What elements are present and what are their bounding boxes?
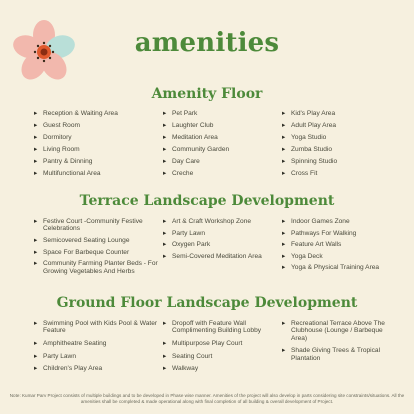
chevron-right-icon: ▸ — [163, 241, 167, 249]
list-item — [34, 218, 158, 233]
list-item-label: Reception & Waiting Area — [43, 110, 118, 117]
list-item-label: Multifunctional Area — [43, 170, 101, 177]
list-item-label: Spinning Studio — [291, 158, 338, 165]
list-item — [163, 146, 229, 153]
chevron-right-icon: ▸ — [282, 134, 286, 141]
chevron-right-icon: ▸ — [282, 158, 286, 165]
list-item-label: Party Lawn — [172, 229, 205, 237]
chevron-right-icon: ▸ — [163, 340, 167, 347]
list-item-label: Semicovered Seating Lounge — [43, 237, 130, 244]
list-item — [282, 146, 337, 153]
chevron-right-icon: ▸ — [34, 320, 38, 327]
list-item — [163, 241, 273, 248]
list-item-label: Adult Play Area — [291, 122, 337, 129]
list-item — [34, 320, 158, 335]
list-item — [163, 134, 229, 141]
amenity-floor-column-1 — [34, 110, 118, 182]
list-item-label: Laughter Club — [172, 122, 214, 129]
list-item-label: Party Lawn — [43, 352, 76, 360]
chevron-right-icon: ▸ — [282, 170, 286, 177]
list-item-label: Recreational Terrace Above The Clubhouse (Lounge / Barbeque Area) — [291, 320, 385, 342]
chevron-right-icon: ▸ — [282, 320, 286, 327]
list-item — [163, 110, 229, 117]
list-item-label: Art & Craft Workshop Zone — [172, 218, 252, 225]
terrace-column-3 — [282, 218, 382, 276]
list-item-label: Swimming Pool with Kids Pool & Water Feature — [43, 320, 158, 335]
list-item — [34, 340, 158, 347]
list-item — [282, 241, 382, 248]
list-item — [34, 365, 158, 372]
chevron-right-icon: ▸ — [34, 122, 38, 129]
list-item-label: Cross Fit — [291, 170, 318, 177]
chevron-right-icon: ▸ — [282, 218, 286, 225]
chevron-right-icon: ▸ — [282, 252, 286, 260]
list-item-label: Walkway — [172, 365, 199, 373]
list-item — [282, 253, 382, 260]
list-item-label: Pantry & Dinning — [43, 158, 93, 165]
list-item-label: Shade Giving Trees & Tropical Plantation — [291, 347, 381, 362]
list-item — [34, 110, 118, 117]
list-item — [163, 353, 278, 360]
amenity-floor-column-3 — [282, 110, 337, 182]
list-item-label: Guest Room — [43, 122, 81, 129]
list-item — [34, 170, 118, 177]
chevron-right-icon: ▸ — [282, 146, 286, 153]
list-item — [163, 158, 229, 165]
list-item — [34, 158, 118, 165]
ground-floor-column-3 — [282, 320, 392, 367]
list-item — [163, 230, 273, 237]
list-item-label: Living Room — [43, 146, 80, 153]
list-item — [282, 264, 382, 271]
list-item — [34, 237, 158, 244]
list-item — [34, 122, 118, 129]
list-item — [163, 170, 229, 177]
list-item-label: Creche — [172, 170, 194, 177]
amenity-floor-column-2 — [163, 110, 229, 182]
terrace-column-1 — [34, 218, 158, 279]
chevron-right-icon: ▸ — [282, 122, 286, 129]
footer-note: Note: Kumar Parv Project consists of multiple buildings and to be developed in Phase wise manner. Amenities of the project will also develop in parts considering site constraints/situations. All the amenities shall be completed & made operational along with final completion of all building & overall development of Project. — [9, 393, 405, 404]
list-item-label: Dropoff with Feature Wall Complimenting Building Lobby — [172, 320, 262, 335]
chevron-right-icon: ▸ — [282, 241, 286, 249]
list-item-label: Pet Park — [172, 110, 198, 117]
list-item-label: Community Farming Planter Beds - For Growing Vegetables And Herbs — [43, 260, 158, 275]
list-item-label: Zumba Studio — [291, 146, 333, 153]
chevron-right-icon: ▸ — [163, 365, 167, 373]
chevron-right-icon: ▸ — [163, 218, 167, 225]
list-item-label: Community Garden — [172, 146, 230, 153]
chevron-right-icon: ▸ — [163, 122, 167, 129]
ground-floor-column-2 — [163, 320, 278, 378]
list-item — [282, 170, 337, 177]
chevron-right-icon: ▸ — [34, 340, 38, 347]
chevron-right-icon: ▸ — [34, 110, 38, 117]
list-item-label: Pathways For Walking — [291, 229, 357, 237]
list-item — [282, 320, 392, 342]
list-item — [282, 110, 337, 117]
list-item-label: Meditation Area — [172, 134, 218, 141]
list-item-label: Seating Court — [172, 352, 213, 360]
list-item — [34, 134, 118, 141]
list-item-label: Feature Art Walls — [291, 241, 342, 249]
ground-floor-column-1 — [34, 320, 158, 378]
list-item-label: Yoga & Physical Training Area — [291, 264, 380, 272]
ground-floor-heading: Ground Floor Landscape Development — [56, 295, 358, 311]
list-item — [282, 158, 337, 165]
list-item-label: Kid's Play Area — [291, 110, 336, 117]
chevron-right-icon: ▸ — [163, 229, 167, 237]
chevron-right-icon: ▸ — [34, 352, 38, 360]
list-item — [163, 122, 229, 129]
list-item — [282, 122, 337, 129]
list-item-label: Amphitheatre Seating — [43, 340, 107, 347]
list-item-label: Children's Play Area — [43, 365, 103, 373]
list-item — [282, 218, 382, 225]
list-item-label: Yoga Deck — [291, 252, 323, 260]
list-item-label: Space For Barbeque Counter — [43, 248, 130, 256]
list-item-label: Semi-Covered Meditation Area — [172, 252, 262, 260]
list-item — [34, 249, 158, 256]
chevron-right-icon: ▸ — [34, 158, 38, 165]
chevron-right-icon: ▸ — [282, 110, 286, 117]
list-item — [163, 218, 273, 225]
list-item-label: Indoor Games Zone — [291, 218, 350, 225]
chevron-right-icon: ▸ — [163, 134, 167, 141]
list-item — [34, 260, 158, 275]
list-item-label: Festive Court -Community Festive Celebrations — [43, 218, 143, 233]
list-item — [282, 134, 337, 141]
chevron-right-icon: ▸ — [34, 365, 38, 373]
list-item — [282, 347, 392, 362]
list-item-label: Day Care — [172, 158, 200, 165]
list-item — [34, 146, 118, 153]
chevron-right-icon: ▸ — [34, 170, 38, 177]
list-item-label: Oxygen Park — [172, 241, 211, 249]
chevron-right-icon: ▸ — [34, 146, 38, 153]
chevron-right-icon: ▸ — [163, 252, 167, 260]
list-item — [163, 340, 278, 347]
chevron-right-icon: ▸ — [163, 110, 167, 117]
chevron-right-icon: ▸ — [163, 170, 167, 177]
chevron-right-icon: ▸ — [34, 237, 38, 244]
chevron-right-icon: ▸ — [34, 248, 38, 256]
chevron-right-icon: ▸ — [163, 320, 167, 327]
chevron-right-icon: ▸ — [282, 229, 286, 237]
chevron-right-icon: ▸ — [163, 146, 167, 153]
terrace-heading: Terrace Landscape Development — [79, 193, 335, 209]
list-item-label: Yoga Studio — [291, 134, 327, 141]
list-item-label: Dormitory — [43, 134, 72, 141]
terrace-column-2 — [163, 218, 273, 264]
chevron-right-icon: ▸ — [282, 347, 286, 355]
chevron-right-icon: ▸ — [163, 158, 167, 165]
chevron-right-icon: ▸ — [34, 134, 38, 141]
list-item-label: Multipurpose Play Court — [172, 340, 243, 347]
list-item — [282, 230, 382, 237]
list-item — [163, 320, 278, 335]
list-item — [34, 353, 158, 360]
amenity-floor-heading: Amenity Floor — [151, 86, 263, 102]
chevron-right-icon: ▸ — [282, 264, 286, 272]
chevron-right-icon: ▸ — [34, 260, 38, 268]
page-title: amenities — [134, 28, 280, 58]
chevron-right-icon: ▸ — [34, 218, 38, 225]
list-item — [163, 253, 273, 260]
chevron-right-icon: ▸ — [163, 352, 167, 360]
list-item — [163, 365, 278, 372]
